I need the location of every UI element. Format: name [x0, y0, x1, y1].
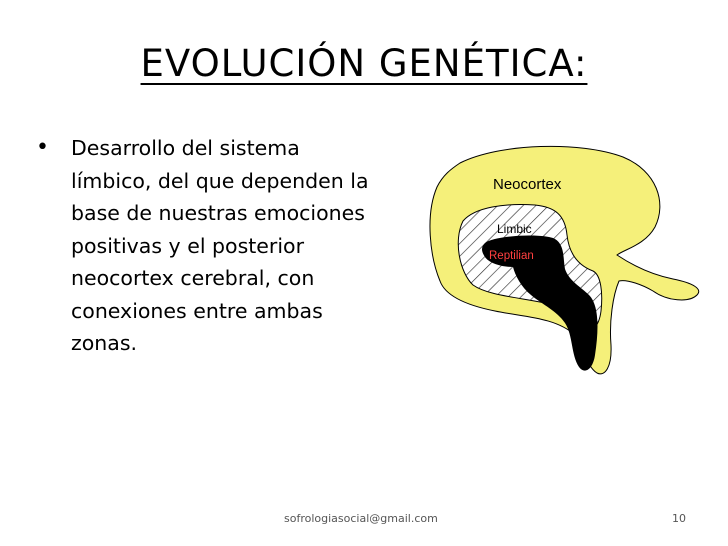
page-number: 10 — [672, 512, 686, 525]
reptilian-label: Reptilian — [489, 250, 534, 262]
neocortex-label: Neocortex — [493, 176, 562, 193]
bullet-list — [36, 132, 376, 360]
slide-title: EVOLUCIÓN GENÉTICA: — [140, 42, 588, 85]
footer-email: sofrologiasocial@gmail.com — [284, 512, 438, 525]
limbic-label: Limbic — [497, 222, 532, 236]
brain-evolution-diagram — [405, 145, 705, 405]
bullet-item: • Desarrollo del sistema límbico, del que dependen la base de nuestras emociones positivas y el posterior neocortex cerebral, con conexiones entre ambas zonas. — [36, 132, 376, 360]
